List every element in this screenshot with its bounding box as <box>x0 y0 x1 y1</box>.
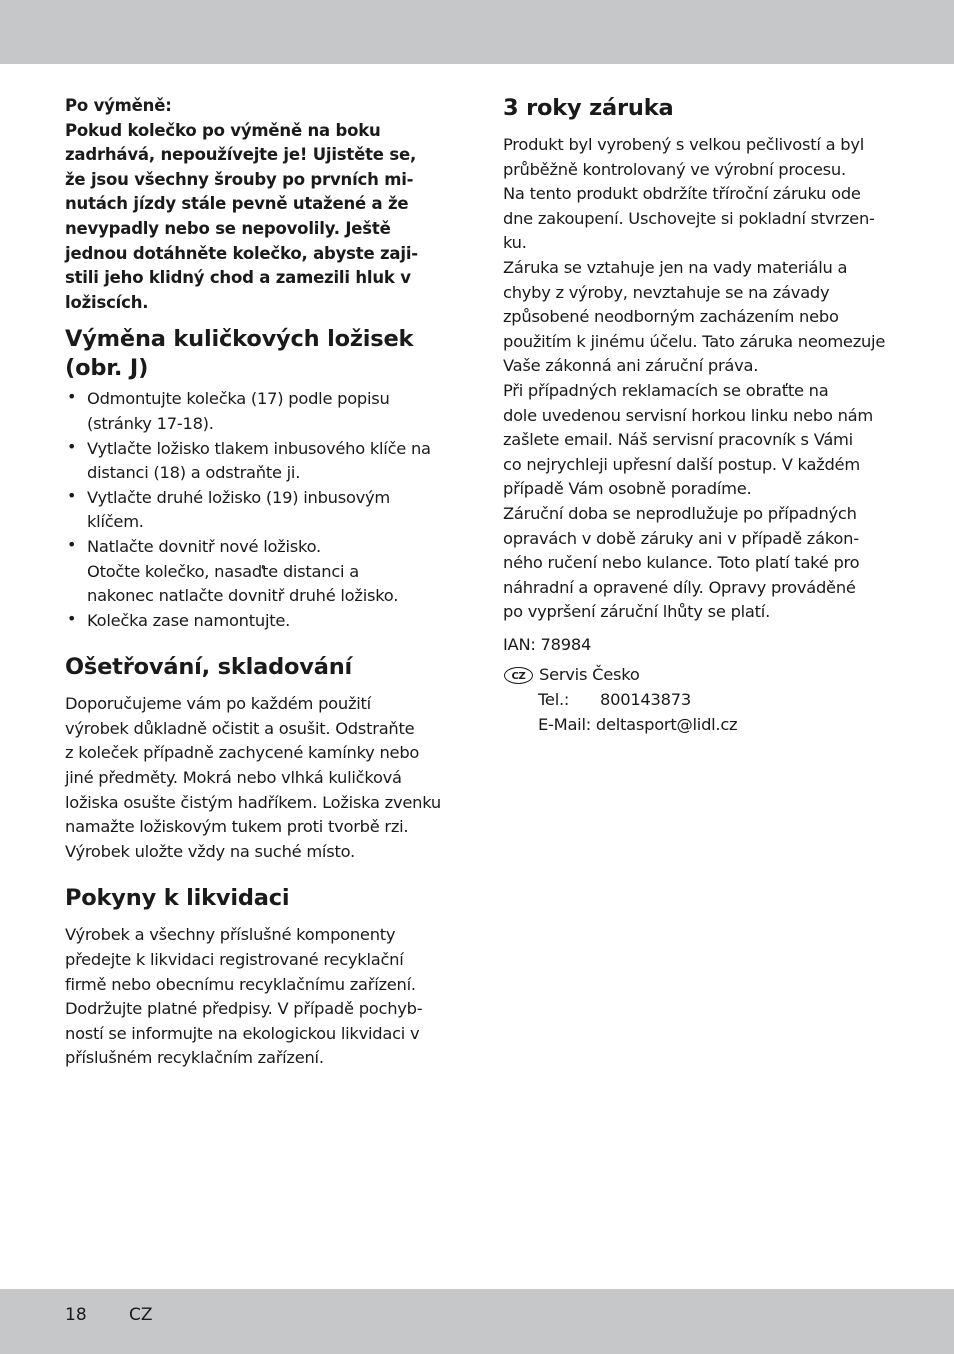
country-badge-icon: CZ <box>504 667 533 684</box>
phone-number: 800143873 <box>600 690 691 710</box>
list-item-text: Vytlačte ložisko tlakem inbusového klíče na distanci (18) a odstraňte ji. <box>87 438 431 483</box>
after-replace-section <box>65 94 450 315</box>
list-item-text: Natlačte dovnitř nové ložisko. Otočte kolečko, nasaďte distanci a nakonec natlačte dovnitř druhé ložisko. <box>87 536 399 606</box>
list-item-text: Kolečka zase namontujte. <box>87 610 291 630</box>
service-email: E-Mail: deltasport@lidl.cz <box>538 714 738 734</box>
after-replace-heading: Po výměně: <box>65 96 172 115</box>
service-name: Servis Česko <box>539 665 640 685</box>
care-text: Doporučujeme vám po každém použití výrobek důkladně očistit a osušit. Odstraňte z koleček případně zachycené kamínky nebo jiné předměty. Mokrá nebo vlhká kuličková ložiska osušte čistým hadříkem. Ložiska zvenku namažte ložiskovým tukem proti tvorbě rzi. Výrobek uložte vždy na suché místo. <box>65 694 441 861</box>
bullet-icon: • <box>67 534 77 554</box>
list-item <box>65 387 450 436</box>
service-phone-row <box>503 688 888 713</box>
language-code: CZ <box>129 1305 153 1325</box>
list-item-text: Odmontujte kolečka (17) podle popisu (stránky 17-18). <box>87 389 390 433</box>
list-item <box>65 437 450 486</box>
bearings-steps-list <box>65 387 450 633</box>
service-contact <box>503 663 888 737</box>
bearings-heading: Výměna kuličkových ložisek (obr. J) <box>65 326 414 382</box>
care-heading: Ošetřování, skladování <box>65 654 353 681</box>
after-replace-warning: Pokud kolečko po výměně na boku zadrhává, nepoužívejte je! Ujistěte se, že jsou všechny šrouby po prvních mi- nutách jízdy stále pevně utažené a že nevypadly nebo se nepovolily. Ještě jednou dotáhněte kolečko, abyste zaji- stili jeho klidný chod a zamezili hluk v ložiscích. <box>65 120 418 312</box>
ian-number: IAN: 78984 <box>503 634 592 654</box>
disposal-heading: Pokyny k likvidaci <box>65 885 290 912</box>
service-name-row <box>503 663 888 688</box>
bullet-icon: • <box>67 436 77 456</box>
bullet-icon: • <box>67 485 77 505</box>
list-item <box>65 609 450 634</box>
warranty-heading: 3 roky záruka <box>503 95 674 121</box>
right-column <box>503 94 888 737</box>
list-item <box>65 535 450 609</box>
bullet-icon: • <box>67 608 77 628</box>
list-item-text: Vytlačte druhé ložisko (19) inbusovým klíčem. <box>87 487 391 532</box>
bullet-icon: • <box>67 387 77 407</box>
warranty-text: Produkt byl vyrobený s velkou pečlivostí a byl průběžně kontrolovaný ve výrobní procesu. Na tento produkt obdržíte tříroční záruku ode dne zakoupení. Uschovejte si pokladní stvrzen- ku. Záruka se vztahuje jen na vady materiálu a chyby z výroby, nevztahuje se na závady způsobené neodborným zacházením nebo použitím k jinému účelu. Tato záruka neomezuje Vaše zákonná ani záruční práva. Při případných reklamacích se obraťte na dole uvedenou servisní horkou linku nebo nám zašlete email. Náš servisní pracovník s Vámi co nejrychleji upřesní další postup. V každém případě Vám osobně poradíme. Záruční doba se neprodlužuje po případných opravách v době záruky ani v případě zákon- ného ručení nebo kulance. Toto platí také pro náhradní a opravené díly. Opravy prováděné po vypršení záruční lhůty se platí. <box>503 135 886 622</box>
header-bar <box>0 0 954 64</box>
left-column <box>65 94 450 1071</box>
phone-label: Tel.: <box>538 690 570 710</box>
list-item <box>65 486 450 535</box>
disposal-text: Výrobek a všechny příslušné komponenty předejte k likvidaci registrované recyklační firmě nebo obecnímu recyklačnímu zařízení. Dodržujte platné předpisy. V případě pochyb- ností se informujte na ekologickou likvidaci v příslušném recyklačním zařízení. <box>65 925 423 1068</box>
page-number: 18 <box>65 1305 87 1325</box>
